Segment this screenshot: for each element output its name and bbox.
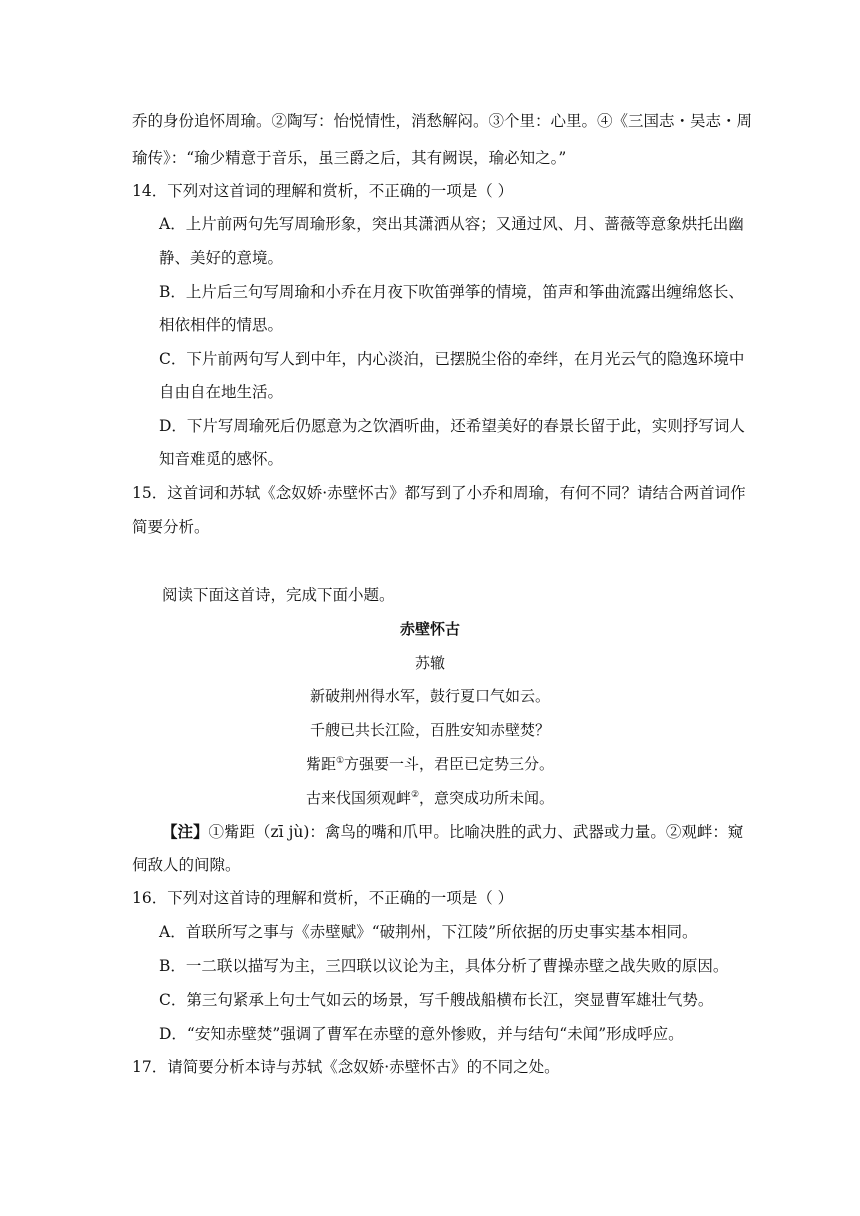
poem-note-line-2: 伺敌人的间隙。 <box>132 856 241 874</box>
question-17-stem: 17．请简要分析本诗与苏轼《念奴娇·赤壁怀古》的不同之处。 <box>132 1058 560 1076</box>
q14-option-d-line-2: 知音难觅的感怀。 <box>159 450 284 468</box>
poem-line-1: 新破荆州得水军，鼓行夏口气如云。 <box>309 687 550 705</box>
question-15-line-1: 15．这首词和苏轼《念奴娇·赤壁怀古》都写到了小乔和周瑜，有何不同？请结合两首词作 <box>132 484 746 502</box>
poem-line-3: 觜距①方强要一斗，君臣已定势三分。 <box>305 755 555 773</box>
question-14-stem: 14．下列对这首词的理解和赏析，不正确的一项是（ ） <box>132 182 514 200</box>
q14-option-c-line-1: C．下片前两句写人到中年，内心淡泊，已摆脱尘俗的牵绊，在月光云气的隐逸环境中 <box>159 350 745 368</box>
q14-option-b-line-2: 相依相伴的情思。 <box>159 316 284 334</box>
question-15-line-2: 简要分析。 <box>132 518 210 536</box>
poem-line-2: 千艘已共长江险，百胜安知赤壁焚？ <box>309 721 550 739</box>
q16-option-c: C．第三句紧承上句士气如云的场景，写千艘战船横布长江，突显曹军雄壮气势。 <box>159 991 714 1009</box>
q14-option-c-line-2: 自由自在地生活。 <box>159 383 284 401</box>
poem-note-line-1: 【注】①觜距（zī jù)：禽鸟的嘴和爪甲。比喻决胜的武力、武器或力量。②观衅：窥 <box>162 822 744 841</box>
q16-option-d: D．“安知赤壁焚”强调了曹军在赤壁的意外惨败，并与结句“未闻”形成呼应。 <box>159 1025 684 1043</box>
footnote-marker-1: ① <box>335 756 345 766</box>
question-16-stem: 16．下列对这首诗的理解和赏析，不正确的一项是（ ） <box>132 889 514 907</box>
q14-option-b-line-1: B．上片后三句写周瑜和小乔在月夜下吹笛弹筝的情境，笛声和筝曲流露出缠绵悠长、 <box>159 283 744 301</box>
top-note-line-2: 瑜传》：“瑜少精意于音乐，虽三爵之后，其有阙误，瑜必知之。” <box>132 149 567 167</box>
top-note-line-1: 乔的身份追怀周瑜。②陶写：怡悦情性，消愁解闷。③个里：心里。④《三国志・吴志・周 <box>132 112 753 130</box>
q14-option-a-line-2: 静、美好的意境。 <box>159 249 284 267</box>
q14-option-a-line-1: A．上片前两句先写周瑜形象，突出其潇洒从容；又通过风、月、蔷薇等意象烘托出幽 <box>159 215 744 233</box>
footnote-marker-2: ② <box>410 790 420 800</box>
note-label: 【注】 <box>162 822 209 841</box>
q14-option-d-line-1: D．下片写周瑜死后仍愿意为之饮酒听曲，还希望美好的春景长留于此，实则抒写词人 <box>159 417 745 435</box>
poem-author: 苏辙 <box>414 654 445 672</box>
q16-option-b: B．一二联以描写为主，三四联以议论为主，具体分析了曹操赤壁之战失败的原因。 <box>159 957 729 975</box>
poem-title: 赤壁怀古 <box>399 620 460 638</box>
reading-instruction: 阅读下面这首诗，完成下面小题。 <box>162 586 395 604</box>
q16-option-a: A．首联所写之事与《赤壁赋》“破荆州，下江陵”所依据的历史事实基本相同。 <box>159 923 698 941</box>
poem-line-4: 古来伐国须观衅②，意突成功所未闻。 <box>305 789 555 807</box>
